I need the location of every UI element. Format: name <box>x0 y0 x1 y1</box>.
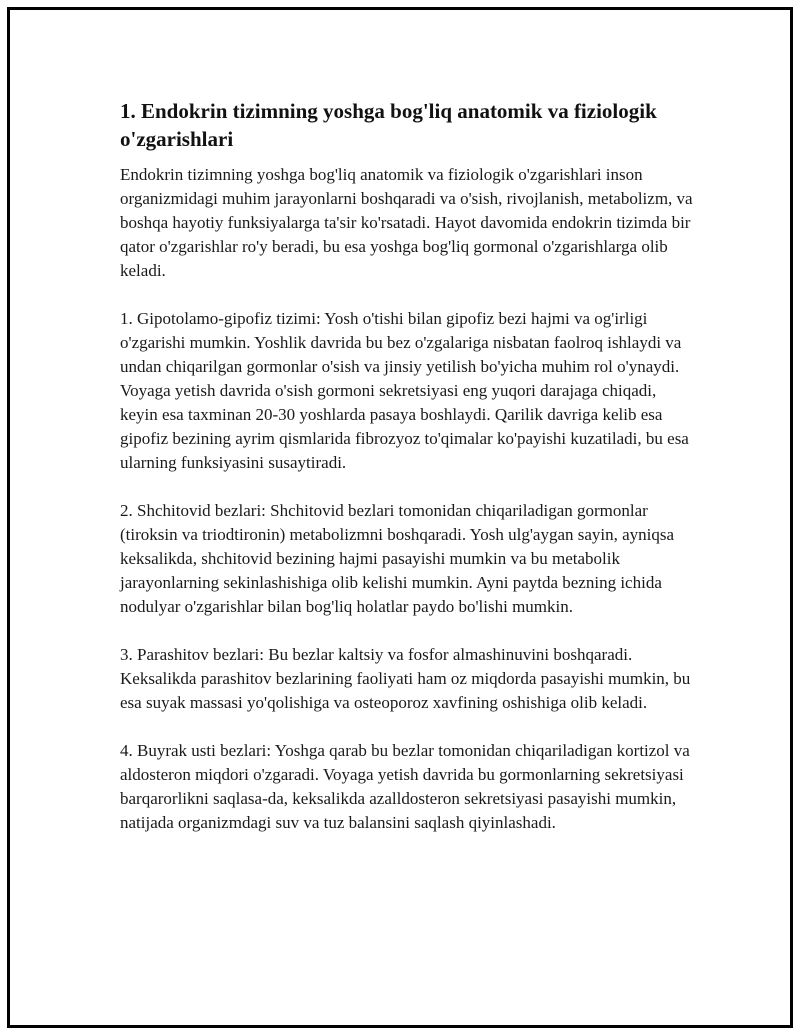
paragraph-intro: Endokrin tizimning yoshga bog'liq anatomik va fiziologik o'zgarishlari inson organizmidagi muhim jarayonlarni boshqaradi va o'sish, rivojlanish, metabolizm, va boshqa hayotiy funksiyalarga ta'sir ko'rsatadi. Hayot davomida endokrin tizimda bir qator o'zgarishlar ro'y beradi, bu esa yoshga bog'liq gormonal o'zgarishlarga olib keladi. <box>120 165 693 280</box>
document-body <box>120 97 695 859</box>
paragraph-thyroid: 2. Shchitovid bezlari: Shchitovid bezlari tomonidan chiqariladigan gormonlar (tiroksin va triodtironin) metabolizmni boshqaradi. Yosh ulg'aygan sayin, ayniqsa keksalikda, shchitovid bezining hajmi pasayishi mumkin va bu metabolik jarayonlarning sekinlashishiga olib kelishi mumkin. Ayni paytda bezning ichida nodulyar o'zgarishlar bilan bog'liq holatlar paydo bo'lishi mumkin. <box>120 501 675 616</box>
paragraph-adrenal: 4. Buyrak usti bezlari: Yoshga qarab bu bezlar tomonidan chiqariladigan kortizol va aldosteron miqdori o'zgaradi. Voyaga yetish davrida bu gormonlarning sekretsiyasi barqarorlikni saqlasa-da, keksalikda azalldosteron sekretsiyasi pasayishi mumkin, natijada organizmdagi suv va tuz balansini saqlash qiyinlashadi. <box>120 741 690 832</box>
page-frame <box>7 7 793 1028</box>
document-title: 1. Endokrin tizimning yoshga bog'liq anatomik va fiziologik o'zgarishlari <box>120 99 657 151</box>
paragraph-hypothalamus-pituitary: 1. Gipotolamo-gipofiz tizimi: Yosh o'tishi bilan gipofiz bezi hajmi va og'irligi o'zgarishi mumkin. Yoshlik davrida bu bez o'zgalariga nisbatan faolroq ishlaydi va undan chiqarilgan gormonlar o'sish va jinsiy yetilish bo'yicha muhim rol o'ynaydi. Voyaga yetish davrida o'sish gormoni sekretsiyasi eng yuqori darajaga chiqadi, keyin esa taxminan 20-30 yoshlarda pasaya boshlaydi. Qarilik davriga kelib esa gipofiz bezining ayrim qismlarida fibrozyoz to'qimalar ko'payishi kuzatiladi, bu esa ularning funksiyasini susaytiradi. <box>120 309 689 472</box>
paragraph-parathyroid: 3. Parashitov bezlari: Bu bezlar kaltsiy va fosfor almashinuvini boshqaradi. Keksalikda parashitov bezlarining faoliyati ham oz miqdorda pasayishi mumkin, bu esa suyak massasi yo'qolishiga va osteoporoz xavfining oshishiga olib keladi. <box>120 645 691 712</box>
